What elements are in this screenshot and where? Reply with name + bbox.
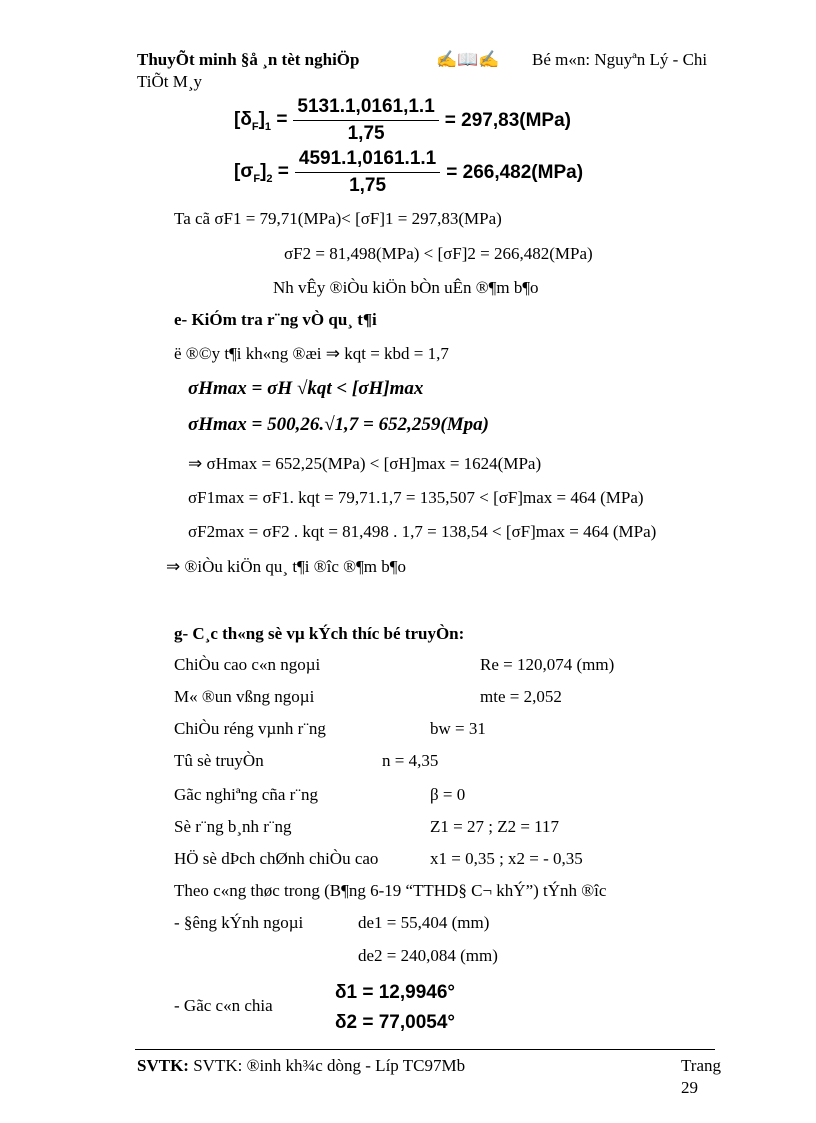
param-label: Gãc nghiªng cña r¨ng [174,785,318,804]
cone-angle-delta1: δ1 = 12,9946° [335,982,456,1003]
param-value: Z1 = 27 ; Z2 = 117 [430,817,560,836]
param-label: ChiÒu réng vµnh r¨ng [174,719,326,738]
text-line: Theo c«ng thøc trong (B¶ng 6-19 “TTHD§ C¬ khÝ”) tÝnh ®îc [174,881,607,900]
equation-sigma-hmax: σHmax = σH √kqt < [σH]max [188,378,424,399]
footer-author-text: SVTK: ®inh kh¾c dòng - Líp TC97Mb [193,1056,466,1075]
param-label: M« ®un vßng ngoµi [174,687,315,706]
diameter-label: - §êng kÝnh ngoµi [174,913,304,932]
footer-page-label: Trang [681,1056,721,1075]
text-line: Nh vÊy ®iÒu kiÖn bÒn uÊn ®¶m b¶o [273,278,539,297]
text-line: ⇒ σHmax = 652,25(MPa) < [σH]max = 1624(MPa) [188,454,542,473]
footer-author: SVTK: SVTK: ®inh kh¾c dòng - Líp TC97Mb [137,1056,466,1075]
formula2-result: = 266,482(MPa) [446,161,584,183]
formula-delta-f1: $[\delta_F]_1$ = $\frac{5131.1,0161,1.1}{1,75}$ = 297,83(MPa) [234,96,571,144]
section-heading-e: e- KiÓm tra r¨ng vÒ qu¸ t¶i [174,310,377,329]
footer-divider [135,1049,715,1050]
header-title: ThuyÕt minh §å ¸n tèt nghiÖp [137,50,360,69]
param-value: bw = 31 [430,719,486,738]
param-label: Sè r¨ng b¸nh r¨ng [174,817,292,836]
ornament-icon: ✍📖✍ [436,50,500,69]
formula-sigma-f2: $[\sigma_F]_2$ = $\frac{4591.1,0161.1.1}{1,75}$ = 266,482(MPa) [234,148,584,196]
param-value: x1 = 0,35 ; x2 = - 0,35 [430,849,583,868]
formula2-numerator: 4591.1,0161.1.1 [295,148,440,173]
text-line: σF1max = σF1. kqt = 79,71.1,7 = 135,507 < [σF]max = 464 (MPa) [188,488,644,507]
section-heading-g: g- C¸c th«ng sè vµ kÝch thíc bé truyÒn: [174,624,465,643]
param-value: β = 0 [430,785,466,804]
formula1-denominator: 1,75 [347,123,385,144]
text-line: σF2 = 81,498(MPa) < [σF]2 = 266,482(MPa) [284,244,593,263]
formula1-numerator: 5131.1,0161,1.1 [293,96,438,121]
param-label: Tû sè truyÒn [174,751,264,770]
text-line: ë ®©y t¶i kh«ng ®æi ⇒ kqt = kbd = 1,7 [174,344,449,363]
formula1-result: = 297,83(MPa) [444,109,571,131]
param-value: mte = 2,052 [480,687,562,706]
formula2-denominator: 1,75 [349,175,387,196]
text-line: σF2max = σF2 . kqt = 81,498 . 1,7 = 138,54 < [σF]max = 464 (MPa) [188,522,657,541]
diameter-value-1: de1 = 55,404 (mm) [358,913,490,932]
footer-page-number: 29 [681,1078,698,1097]
text-line: Ta cã σF1 = 79,71(MPa)< [σF]1 = 297,83(MPa) [174,209,502,228]
diameter-value-2: de2 = 240,084 (mm) [358,946,498,965]
param-label: HÖ sè dÞch chØnh chiÒu cao [174,849,379,868]
cone-angle-label: - Gãc c«n chia [174,996,273,1015]
header-subject: Bé m«n: Nguyªn Lý - Chi [532,50,708,69]
header-title-cont: TiÕt M¸y [137,72,203,91]
equation-sigma-hmax-value: σHmax = 500,26.√1,7 = 652,259(Mpa) [188,414,489,435]
text-line: ⇒ ®iÒu kiÖn qu¸ t¶i ®îc ®¶m b¶o [166,557,406,576]
cone-angle-delta2: δ2 = 77,0054° [335,1012,456,1033]
param-label: ChiÒu cao c«n ngoµi [174,655,321,674]
param-value: Re = 120,074 (mm) [480,655,615,674]
param-value: n = 4,35 [382,751,439,770]
